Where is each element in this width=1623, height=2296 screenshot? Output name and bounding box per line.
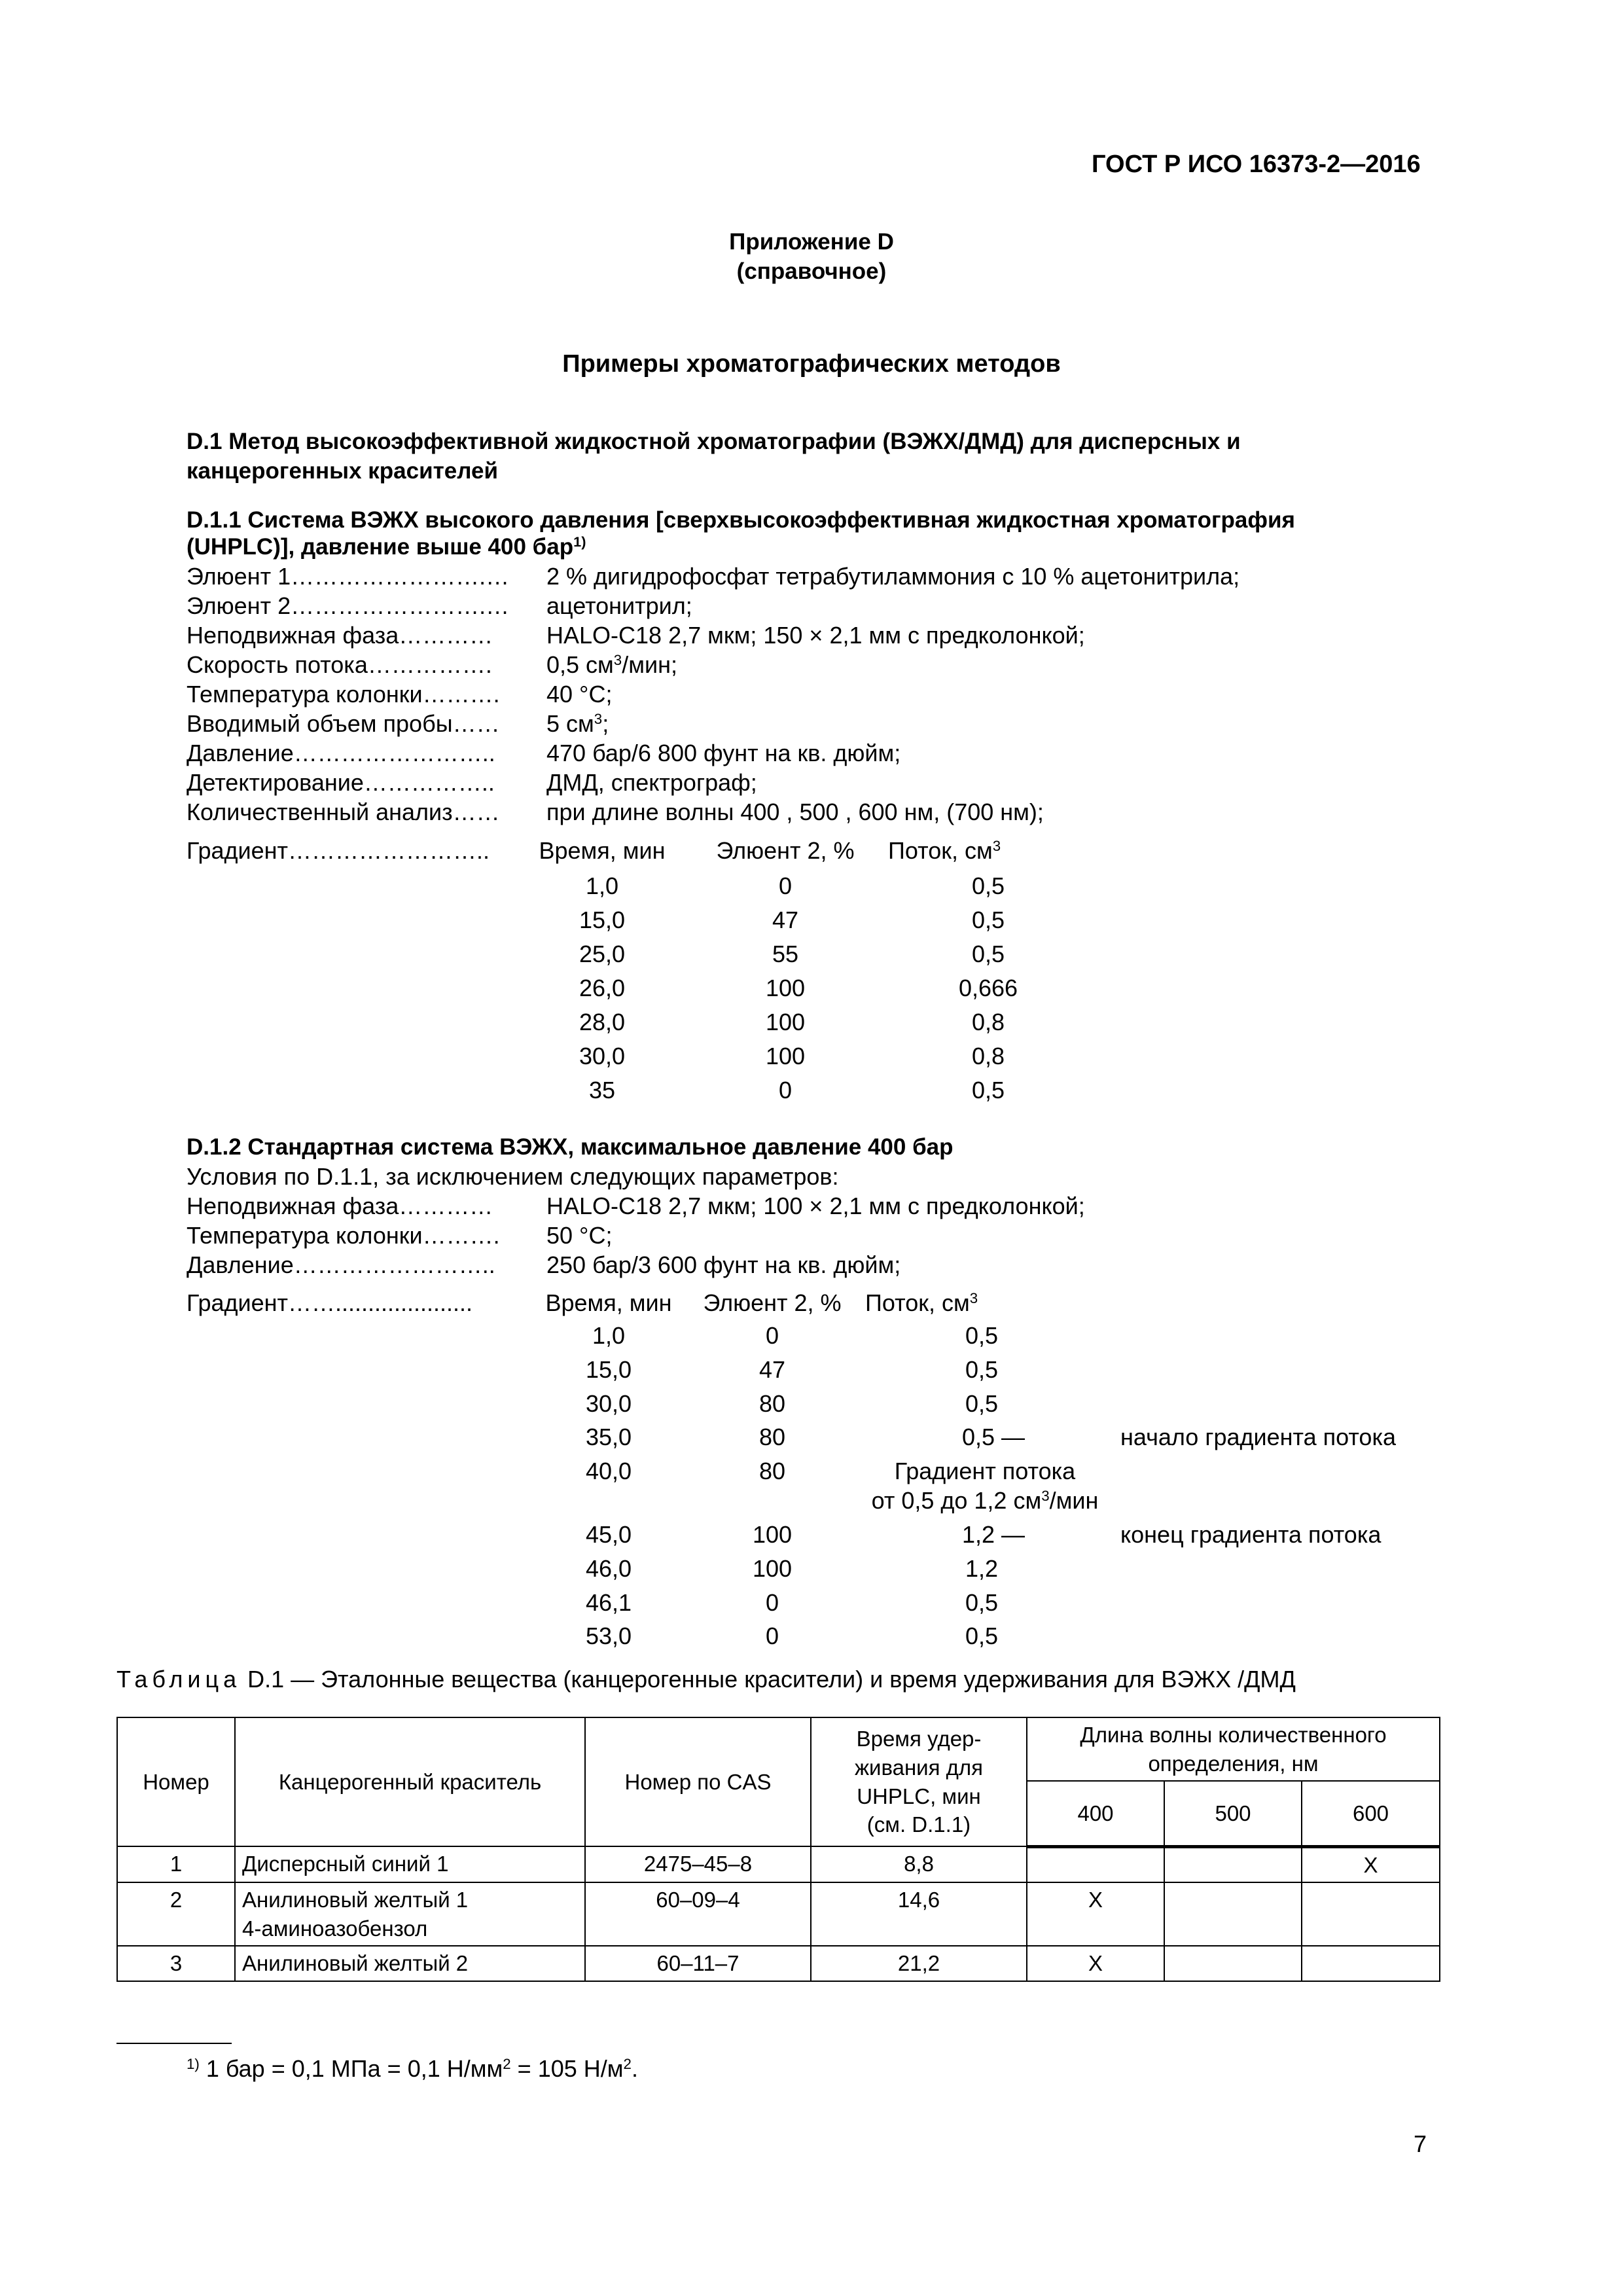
- parameter-value: при длине волны 400 , 500 , 600 нм, (700 нм);: [546, 798, 1044, 825]
- appendix-title: Приложение D: [729, 229, 894, 255]
- header-wl-600: 600: [1302, 1781, 1440, 1846]
- cell-retention-time: 14,6: [811, 1882, 1027, 1946]
- header-wavelength: Длина волны количественного определения, нм: [1027, 1717, 1440, 1781]
- cell-cas: 2475–45–8: [585, 1846, 811, 1882]
- gradient-flow: 0,8: [971, 1009, 1005, 1035]
- header-cas: Номер по CAS: [585, 1717, 811, 1846]
- cell-dye: Анилиновый желтый 1 4-аминоазобензол: [235, 1882, 585, 1946]
- d12-gradient-label: Градиент…….....................: [187, 1289, 473, 1316]
- d11-gradient-label: Градиент……………………..: [187, 837, 490, 864]
- section-d12-title: D.1.2 Стандартная система ВЭЖХ, максимальное давление 400 бар: [187, 1134, 954, 1160]
- gradient-eluent: 80: [758, 1458, 786, 1484]
- gradient-eluent: 100: [765, 1009, 806, 1035]
- parameter-value: 0,5 $см^3$/мин;: [546, 651, 677, 678]
- gradient-flow: 0,666: [958, 975, 1018, 1001]
- gradient-time: 1,0: [592, 1322, 626, 1349]
- parameter-label: Неподвижная фаза…………: [187, 1193, 493, 1219]
- gradient-eluent: 100: [752, 1521, 793, 1548]
- standard-number: ГОСТ Р ИСО 16373-2—2016: [1092, 151, 1421, 178]
- gradient-flow-cont: от 0,5 до 1,2 $см^3$/мин: [871, 1487, 1099, 1514]
- gradient-time: 26,0: [579, 975, 626, 1001]
- gradient-time: 35,0: [585, 1424, 632, 1450]
- gradient-time: 15,0: [579, 906, 626, 933]
- cell-dye: Дисперсный синий 1: [235, 1846, 585, 1882]
- gradient-flow: 0,5 —: [962, 1424, 1026, 1450]
- cell-retention-time: 21,2: [811, 1946, 1027, 1981]
- parameter-label: Элюент 2…………………….…: [187, 592, 510, 619]
- parameter-value: 50 °С;: [546, 1222, 613, 1249]
- footnote-ref: 1): [573, 533, 586, 550]
- gradient-note: начало градиента потока: [1120, 1424, 1397, 1450]
- gradient-flow: 0,5: [971, 941, 1005, 967]
- cell-wl-400: X: [1027, 1946, 1164, 1981]
- gradient-eluent: 0: [765, 1322, 779, 1349]
- gradient-flow: 0,5: [971, 872, 1005, 899]
- d11-col-time: Время, мин: [539, 837, 666, 864]
- gradient-time: 46,1: [585, 1589, 632, 1616]
- gradient-flow: Градиент потока: [894, 1458, 1076, 1484]
- table-row: [117, 1846, 1440, 1882]
- parameter-label: Элюент 1…………………….…: [187, 563, 510, 590]
- gradient-eluent: 0: [765, 1623, 779, 1649]
- gradient-flow: 0,8: [971, 1043, 1005, 1069]
- gradient-flow: 0,5: [965, 1356, 999, 1383]
- cell-number: 3: [117, 1946, 235, 1981]
- d12-col-eluent: Элюент 2, %: [703, 1289, 842, 1316]
- header-number: Номер: [117, 1717, 235, 1846]
- gradient-time: 15,0: [585, 1356, 632, 1383]
- footnote: $^{1)}$ 1 бар = 0,1 МПа = 0,1 $Н/мм^2 = 105$ $Н/м^2$.: [187, 2055, 638, 2082]
- parameter-value: ацетонитрил;: [546, 592, 692, 619]
- parameter-value: 2 % дигидрофосфат тетрабутиламмония с 10 % ацетонитрила;: [546, 563, 1240, 590]
- gradient-time: 46,0: [585, 1555, 632, 1582]
- d11-col-flow: Поток, $см^3$: [888, 837, 1001, 864]
- parameter-value: 40 °С;: [546, 681, 613, 708]
- parameter-value: 5 $см^3$;: [546, 710, 609, 737]
- cell-cas: 60–11–7: [585, 1946, 811, 1981]
- footnote-divider: [116, 2043, 232, 2044]
- gradient-flow: 0,5: [971, 1077, 1005, 1103]
- gradient-time: 40,0: [585, 1458, 632, 1484]
- appendix-type: (справочное): [736, 259, 887, 284]
- gradient-flow: 1,2 —: [962, 1521, 1026, 1548]
- parameter-label: Температура колонки……….: [187, 1222, 500, 1249]
- cell-wl-600: [1302, 1882, 1440, 1946]
- parameter-value: ДМД, спектрограф;: [546, 769, 757, 796]
- appendix-heading: Примеры хроматографических методов: [562, 350, 1061, 378]
- gradient-time: 30,0: [585, 1390, 632, 1417]
- gradient-time: 1,0: [585, 872, 619, 899]
- cell-wl-500: [1164, 1846, 1302, 1882]
- cell-number: 1: [117, 1846, 235, 1882]
- cell-wl-500: [1164, 1882, 1302, 1946]
- gradient-flow: 0,5: [965, 1623, 999, 1649]
- parameter-label: Давление……………………..: [187, 740, 495, 766]
- gradient-eluent: 47: [772, 906, 799, 933]
- gradient-note: конец градиента потока: [1120, 1521, 1382, 1548]
- cell-wl-500: [1164, 1946, 1302, 1981]
- cell-wl-400: X: [1027, 1882, 1164, 1946]
- gradient-eluent: 100: [765, 1043, 806, 1069]
- cell-wl-600: X: [1302, 1846, 1440, 1882]
- header-wl-400: 400: [1027, 1781, 1164, 1846]
- gradient-eluent: 0: [778, 872, 793, 899]
- gradient-time: 45,0: [585, 1521, 632, 1548]
- page-number: 7: [1414, 2130, 1427, 2157]
- parameter-value: HALO-C18 2,7 мкм; 100 × 2,1 мм с предколонкой;: [546, 1193, 1085, 1219]
- parameter-value: 470 бар/6 800 фунт на кв. дюйм;: [546, 740, 901, 766]
- d12-col-flow: Поток, $см^3$: [865, 1289, 978, 1316]
- gradient-eluent: 47: [758, 1356, 786, 1383]
- gradient-flow: 0,5: [965, 1322, 999, 1349]
- table-caption: Таблица D.1 — Эталонные вещества (канцерогенные красители) и время удерживания для ВЭЖХ /ДМД: [116, 1666, 1296, 1693]
- gradient-eluent: 0: [765, 1589, 779, 1616]
- parameter-label: Детектирование……………..: [187, 769, 495, 796]
- cell-wl-400: [1027, 1846, 1164, 1882]
- gradient-eluent: 0: [778, 1077, 793, 1103]
- section-d11-title-cont: (UHPLC)], давление выше 400 бар$^{1)}$: [187, 533, 586, 560]
- cell-retention-time: 8,8: [811, 1846, 1027, 1882]
- parameter-label: Неподвижная фаза…………: [187, 622, 493, 649]
- table-row: [117, 1946, 1440, 1981]
- gradient-eluent: 55: [772, 941, 799, 967]
- cell-cas: 60–09–4: [585, 1882, 811, 1946]
- cell-dye: Анилиновый желтый 2: [235, 1946, 585, 1981]
- gradient-time: 53,0: [585, 1623, 632, 1649]
- gradient-eluent: 80: [758, 1390, 786, 1417]
- section-d1-title-cont: канцерогенных красителей: [187, 458, 498, 484]
- gradient-flow: 0,5: [965, 1589, 999, 1616]
- header-wl-500: 500: [1164, 1781, 1302, 1846]
- gradient-time: 30,0: [579, 1043, 626, 1069]
- d12-intro: Условия по D.1.1, за исключением следующих параметров:: [187, 1163, 839, 1190]
- parameter-label: Давление……………………..: [187, 1251, 495, 1278]
- parameter-label: Количественный анализ……: [187, 798, 500, 825]
- gradient-time: 28,0: [579, 1009, 626, 1035]
- header-retention-time: Время удер- живания для UHPLC, мин (см. D.1.1): [811, 1717, 1027, 1846]
- gradient-flow: 0,5: [965, 1390, 999, 1417]
- gradient-eluent: 80: [758, 1424, 786, 1450]
- gradient-flow: 0,5: [971, 906, 1005, 933]
- parameter-label: Скорость потока…………….: [187, 651, 492, 678]
- gradient-eluent: 100: [752, 1555, 793, 1582]
- section-d11-title: D.1.1 Система ВЭЖХ высокого давления [сверхвысокоэффективная жидкостная хроматография: [187, 507, 1295, 533]
- section-d1-title: D.1 Метод высокоэффективной жидкостной хроматографии (ВЭЖХ/ДМД) для дисперсных и: [187, 429, 1241, 454]
- gradient-flow: 1,2: [965, 1555, 999, 1582]
- reference-substances-table: [116, 1717, 1440, 1982]
- gradient-time: 35: [588, 1077, 616, 1103]
- header-dye: Канцерогенный краситель: [235, 1717, 585, 1846]
- d11-col-eluent: Элюент 2, %: [716, 837, 855, 864]
- gradient-time: 25,0: [579, 941, 626, 967]
- parameter-label: Температура колонки……….: [187, 681, 500, 708]
- gradient-eluent: 100: [765, 975, 806, 1001]
- parameter-label: Вводимый объем пробы……: [187, 710, 500, 737]
- table-row: [117, 1882, 1440, 1946]
- cell-number: 2: [117, 1882, 235, 1946]
- parameter-value: 250 бар/3 600 фунт на кв. дюйм;: [546, 1251, 901, 1278]
- cell-wl-600: [1302, 1946, 1440, 1981]
- d12-col-time: Время, мин: [545, 1289, 672, 1316]
- parameter-value: HALO-C18 2,7 мкм; 150 × 2,1 мм с предколонкой;: [546, 622, 1085, 649]
